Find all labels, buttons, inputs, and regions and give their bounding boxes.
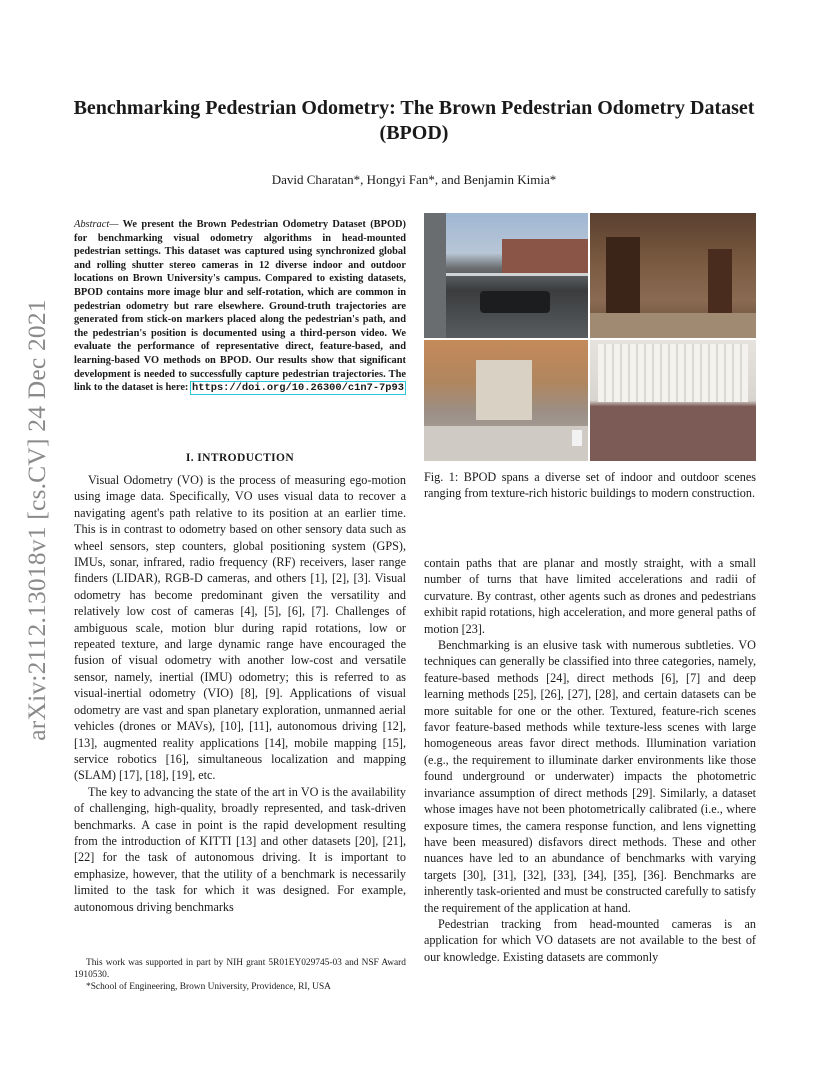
footnote-funding: This work was supported in part by NIH grant 5R01EY029745-03 and NSF Award 1910530. [74,958,406,980]
abstract-lead: Abstract— [74,219,119,230]
photo-modern-lounge [590,340,756,461]
section-heading-introduction: I. INTRODUCTION [185,452,295,464]
paper-title: Benchmarking Pedestrian Odometry: The Brown Pedestrian Odometry Dataset (BPOD) [73,97,755,144]
footnotes [74,957,406,993]
photo-corridor [424,340,588,461]
author-list: David Charatan*, Hongyi Fan*, and Benjamin Kimia* [271,172,557,187]
right-column-body [424,555,756,965]
arxiv-stamp [22,285,52,755]
paragraph: Pedestrian tracking from head-mounted cameras is an application for which VO datasets are not available to the best of our knowledge. Existing datasets are commonly [424,916,756,964]
dataset-doi-link[interactable]: https://doi.org/10.26300/c1n7-7p93 [192,382,405,395]
paragraph: Visual Odometry (VO) is the process of measuring ego-motion using image data. Specifically, VO uses visual data to recover a navigating agent's path relative to its position at an earlier time. This is in contrast to odometry based on other sensory data such as wheel sensors, step counters, global positioning system (GPS), IMUs, sonar, infrared, radio frequency (RF) receivers, laser range finders (LIDAR), RGB-D cameras, and others [1], [2], [3]. Visual odometry has become predominant given the versatility and relatively low cost of cameras [4], [5], [6], [7]. Challenges of ambiguous scale, motion blur during rapid rotations, low or repeated texture, and large dynamic range have encouraged the fusion of visual odometry with another low-cost and versatile sensor, namely, inertial (IMU) odometry; this is referred to as visual-inertial odometry (VIO) [8], [9]. Applications of visual odometry are vast and span planetary exploration, unmanned aerial vehicles (drones or MAVs), [10], [11], autonomous driving [12], [13], augmented reality applications [14], mobile mapping [15], service robotics [16], simultaneous localization and mapping (SLAM) [17], [18], [19], etc. [74,473,406,783]
figure-caption: Fig. 1: BPOD spans a diverse set of indoor and outdoor scenes ranging from texture-rich historic buildings to modern construction. [424,470,756,501]
paragraph: contain paths that are planar and mostly straight, with a small number of turns that have limited accelerations and radii of curvature. By contrast, other agents such as drones and pedestrians exhibit rapid rotations, high acceleration, and more general paths of motion [23]. [424,556,756,636]
photo-outdoor-terrace [424,213,588,338]
footnote-affiliation: *School of Engineering, Brown University, Providence, RI, USA [86,982,331,992]
paragraph: The key to advancing the state of the art in VO is the availability of challenging, high-quality, broadly represented, and task-driven benchmarks. A case in point is the rapid development resulting from the introduction of KITTI [13] and other datasets [20], [21], [22] for the task of autonomous driving. It is important to emphasize, however, that the utility of a benchmark is necessarily limited to the task for which it was designed. For example, autonomous driving benchmarks [74,784,406,914]
abstract-text: We present the Brown Pedestrian Odometry Dataset (BPOD) for benchmarking visual odometry algorithms in head-mounted pedestrian settings. This dataset was captured using synchronized global and rolling shutter stereo cameras in 12 diverse indoor and outdoor locations on Brown University's campus. Compared to existing datasets, BPOD contains more image blur and self-rotation, which are common in pedestrian odometry but rare elsewhere. Ground-truth trajectories are generated from stick-on markers placed along the pedestrian's path, and the pedestrian's position is documented using a third-person video. We evaluate the performance of representative direct, feature-based, and learning-based VO methods on BPOD. Our results show that significant development is needed to successfully capture pedestrian trajectories. The link to the dataset is here: [74,219,406,394]
figure-1-photo-grid [424,213,756,461]
arxiv-stamp-text: arXiv:2112.13018v1 [cs.CV] 24 Dec 2021 [22,299,51,741]
paragraph: Benchmarking is an elusive task with numerous subtleties. VO techniques can generally be classified into three categories, namely, feature-based methods [24], direct methods [6], [7] and deep learning methods [25], [26], [27], [28], and certain datasets can be more suitable for one or the other. Textured, feature-rich scenes favor feature-based methods while texture-less scenes with large homogeneous areas favor direct methods. Illumination variation (e.g., the requirement to illuminate darker environments like those found underground or underwater) impacts the photometric invariance assumption of direct methods [29]. Similarly, a dataset whose images have not been photometrically calibrated (i.e., where exposure times, the camera response function, and lens vignetting have been measured) disfavors direct methods. These and other nuances have led to an abundance of benchmarks with varying targets [30], [31], [32], [33], [34], [35], [36]. Benchmarks are inherently task-oriented and must be constructed carefully to satisfy the requirement of the application at hand. [424,638,756,915]
left-column-body [74,472,406,915]
photo-historic-interior [590,213,756,338]
abstract [74,218,406,396]
